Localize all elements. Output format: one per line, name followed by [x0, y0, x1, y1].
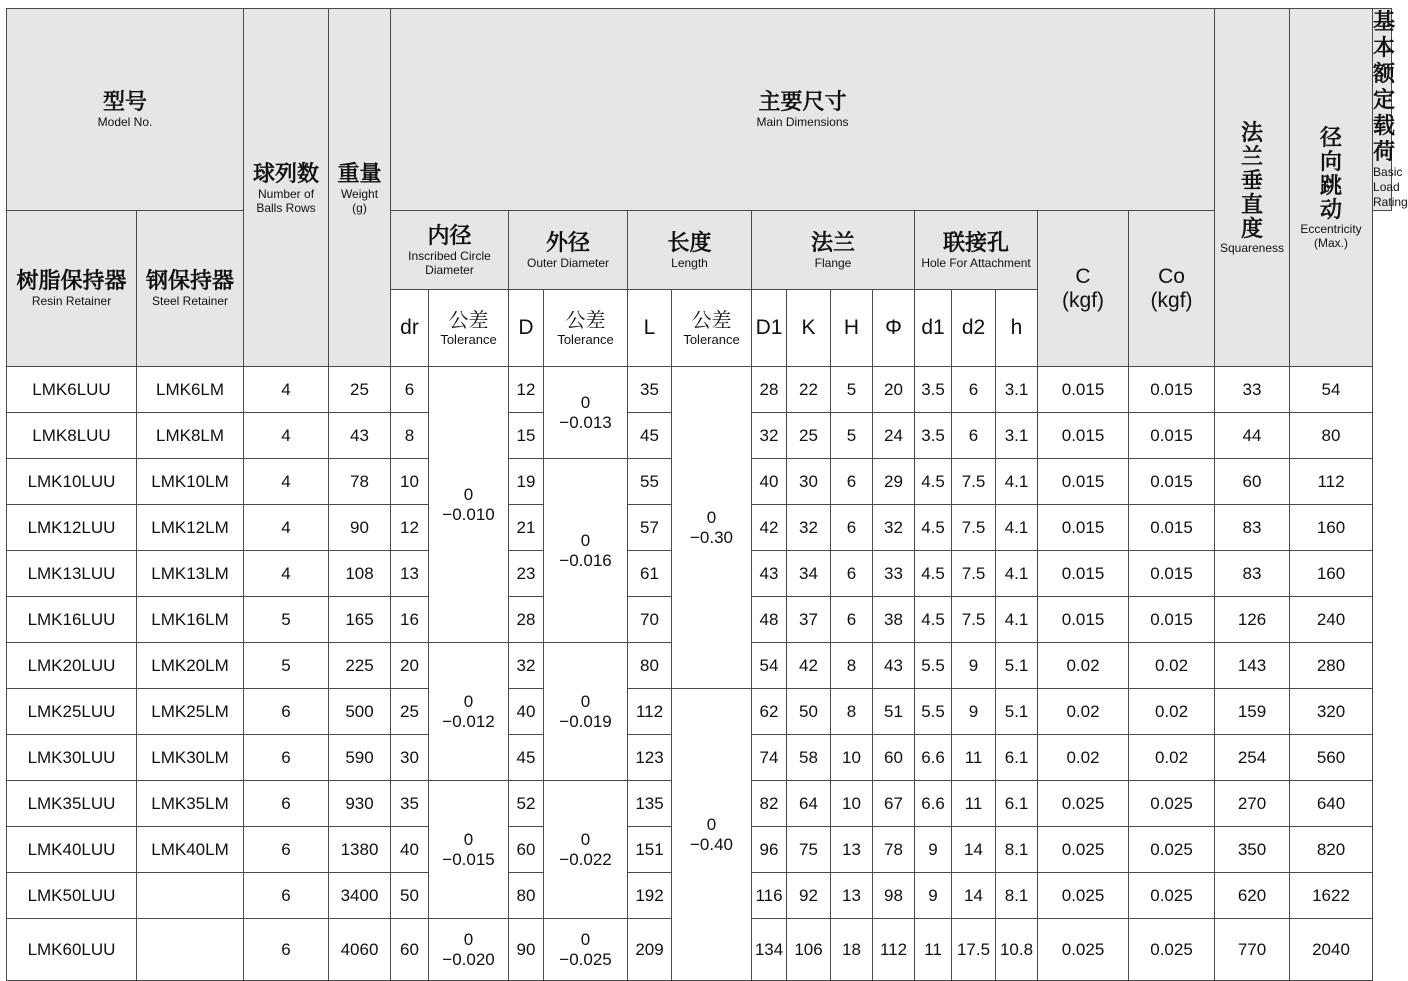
cell-c: 83 [1215, 551, 1290, 597]
cell-phi: 98 [873, 873, 915, 919]
cell-squareness: 0.02 [1038, 735, 1129, 781]
cell-dr: 8 [391, 413, 429, 459]
cell-c: 620 [1215, 873, 1290, 919]
cell-squareness: 0.015 [1038, 459, 1129, 505]
cell-D: 80 [509, 873, 544, 919]
header-d2: d2 [952, 290, 996, 367]
cell-D1: 82 [752, 781, 787, 827]
header-D: D [509, 290, 544, 367]
cell-resin: LMK60LUU [7, 919, 137, 981]
cell-D1: 74 [752, 735, 787, 781]
cell-eccentricity: 0.015 [1129, 413, 1215, 459]
cell-c: 83 [1215, 505, 1290, 551]
cell-balls: 6 [244, 873, 329, 919]
cell-h: 4.1 [996, 505, 1038, 551]
cell-D: 32 [509, 643, 544, 689]
cell-d1: 9 [915, 827, 952, 873]
cell-resin: LMK6LUU [7, 367, 137, 413]
cell-balls: 4 [244, 459, 329, 505]
cell-h: 4.1 [996, 597, 1038, 643]
cell-h: 6.1 [996, 781, 1038, 827]
cell-weight: 78 [329, 459, 391, 505]
cell-squareness: 0.015 [1038, 367, 1129, 413]
cell-H: 6 [831, 551, 873, 597]
cell-L: 80 [628, 643, 672, 689]
cell-phi: 24 [873, 413, 915, 459]
cell-D1: 43 [752, 551, 787, 597]
cell-outer-tolerance: 0 −0.019 [544, 643, 628, 781]
cell-K: 106 [787, 919, 831, 981]
cell-K: 32 [787, 505, 831, 551]
header-K: K [787, 290, 831, 367]
cell-balls: 5 [244, 643, 329, 689]
cell-balls: 6 [244, 735, 329, 781]
cell-D: 21 [509, 505, 544, 551]
cell-D: 40 [509, 689, 544, 735]
cell-balls: 6 [244, 689, 329, 735]
cell-c: 270 [1215, 781, 1290, 827]
cell-d2: 6 [952, 367, 996, 413]
cell-K: 30 [787, 459, 831, 505]
cell-D: 90 [509, 919, 544, 981]
cell-balls: 6 [244, 919, 329, 981]
table-row [7, 689, 1392, 735]
cell-L: 151 [628, 827, 672, 873]
cell-c: 143 [1215, 643, 1290, 689]
cell-d2: 14 [952, 827, 996, 873]
cell-H: 6 [831, 459, 873, 505]
header-length-tolerance: 公差 Tolerance [672, 290, 752, 367]
cell-weight: 108 [329, 551, 391, 597]
cell-D: 28 [509, 597, 544, 643]
header-phi: Φ [873, 290, 915, 367]
cell-eccentricity: 0.015 [1129, 505, 1215, 551]
cell-weight: 25 [329, 367, 391, 413]
cell-outer-tolerance: 0 −0.022 [544, 781, 628, 919]
cell-co: 80 [1290, 413, 1373, 459]
cell-c: 254 [1215, 735, 1290, 781]
header-dr: dr [391, 290, 429, 367]
cell-weight: 1380 [329, 827, 391, 873]
cell-H: 8 [831, 689, 873, 735]
cell-dr: 12 [391, 505, 429, 551]
cell-K: 64 [787, 781, 831, 827]
cell-h: 4.1 [996, 551, 1038, 597]
cell-K: 42 [787, 643, 831, 689]
cell-squareness: 0.025 [1038, 873, 1129, 919]
cell-d2: 7.5 [952, 459, 996, 505]
cell-d2: 9 [952, 643, 996, 689]
cell-steel: LMK20LM [137, 643, 244, 689]
cell-squareness: 0.025 [1038, 827, 1129, 873]
cell-co: 160 [1290, 551, 1373, 597]
cell-squareness: 0.02 [1038, 643, 1129, 689]
cell-D: 60 [509, 827, 544, 873]
cell-L: 57 [628, 505, 672, 551]
cell-dr: 13 [391, 551, 429, 597]
cell-phi: 20 [873, 367, 915, 413]
cell-D: 45 [509, 735, 544, 781]
cell-d1: 3.5 [915, 367, 952, 413]
cell-D1: 96 [752, 827, 787, 873]
header-hole: 联接孔 Hole For Attachment [915, 211, 1038, 290]
cell-d1: 5.5 [915, 643, 952, 689]
cell-resin: LMK10LUU [7, 459, 137, 505]
cell-L: 35 [628, 367, 672, 413]
cell-H: 6 [831, 597, 873, 643]
cell-D1: 32 [752, 413, 787, 459]
table-row [7, 367, 1392, 413]
cell-resin: LMK30LUU [7, 735, 137, 781]
cell-co: 240 [1290, 597, 1373, 643]
cell-length-tolerance: 0 −0.40 [672, 689, 752, 981]
cell-squareness: 0.02 [1038, 689, 1129, 735]
cell-d2: 11 [952, 781, 996, 827]
cell-squareness: 0.015 [1038, 597, 1129, 643]
cell-K: 92 [787, 873, 831, 919]
cell-weight: 225 [329, 643, 391, 689]
cell-steel: LMK25LM [137, 689, 244, 735]
cell-H: 5 [831, 413, 873, 459]
cell-inner-tolerance: 0 −0.015 [429, 781, 509, 919]
cell-weight: 3400 [329, 873, 391, 919]
cell-phi: 78 [873, 827, 915, 873]
cell-dr: 30 [391, 735, 429, 781]
cell-H: 13 [831, 827, 873, 873]
cell-steel: LMK40LM [137, 827, 244, 873]
cell-balls: 4 [244, 367, 329, 413]
header-inner-tolerance: 公差 Tolerance [429, 290, 509, 367]
header-resin: 树脂保持器 Resin Retainer [7, 211, 137, 367]
cell-phi: 60 [873, 735, 915, 781]
cell-outer-tolerance: 0 −0.013 [544, 367, 628, 459]
cell-H: 6 [831, 505, 873, 551]
cell-resin: LMK35LUU [7, 781, 137, 827]
cell-resin: LMK20LUU [7, 643, 137, 689]
cell-phi: 51 [873, 689, 915, 735]
cell-eccentricity: 0.015 [1129, 597, 1215, 643]
cell-H: 18 [831, 919, 873, 981]
cell-squareness: 0.015 [1038, 551, 1129, 597]
cell-D1: 116 [752, 873, 787, 919]
cell-weight: 90 [329, 505, 391, 551]
cell-D: 19 [509, 459, 544, 505]
cell-phi: 32 [873, 505, 915, 551]
cell-steel: LMK6LM [137, 367, 244, 413]
header-weight: 重量 Weight (g) [329, 9, 391, 367]
cell-steel: LMK12LM [137, 505, 244, 551]
header-eccentricity: 径向跳动 Eccentricity (Max.) [1290, 9, 1373, 367]
cell-D: 23 [509, 551, 544, 597]
cell-co: 160 [1290, 505, 1373, 551]
cell-c: 770 [1215, 919, 1290, 981]
cell-length-tolerance: 0 −0.30 [672, 367, 752, 689]
cell-dr: 20 [391, 643, 429, 689]
cell-c: 126 [1215, 597, 1290, 643]
cell-eccentricity: 0.02 [1129, 643, 1215, 689]
header-H: H [831, 290, 873, 367]
header-balls: 球列数 Number of Balls Rows [244, 9, 329, 367]
cell-inner-tolerance: 0 −0.020 [429, 919, 509, 981]
cell-h: 4.1 [996, 459, 1038, 505]
cell-steel: LMK30LM [137, 735, 244, 781]
cell-inner-tolerance: 0 −0.010 [429, 367, 509, 643]
cell-co: 560 [1290, 735, 1373, 781]
cell-co: 1622 [1290, 873, 1373, 919]
cell-steel: LMK16LM [137, 597, 244, 643]
cell-eccentricity: 0.025 [1129, 919, 1215, 981]
cell-d2: 14 [952, 873, 996, 919]
cell-steel: LMK35LM [137, 781, 244, 827]
cell-d2: 11 [952, 735, 996, 781]
cell-resin: LMK40LUU [7, 827, 137, 873]
cell-resin: LMK16LUU [7, 597, 137, 643]
cell-d2: 7.5 [952, 551, 996, 597]
header-main-dimensions: 主要尺寸 Main Dimensions [391, 9, 1215, 211]
cell-balls: 4 [244, 505, 329, 551]
cell-c: 350 [1215, 827, 1290, 873]
cell-h: 8.1 [996, 827, 1038, 873]
cell-resin: LMK13LUU [7, 551, 137, 597]
cell-D1: 54 [752, 643, 787, 689]
cell-K: 37 [787, 597, 831, 643]
cell-balls: 4 [244, 551, 329, 597]
cell-L: 61 [628, 551, 672, 597]
cell-dr: 25 [391, 689, 429, 735]
cell-d2: 7.5 [952, 505, 996, 551]
cell-d1: 4.5 [915, 505, 952, 551]
cell-d2: 17.5 [952, 919, 996, 981]
cell-balls: 6 [244, 781, 329, 827]
cell-D1: 48 [752, 597, 787, 643]
cell-dr: 16 [391, 597, 429, 643]
header-length: 长度 Length [628, 211, 752, 290]
cell-eccentricity: 0.015 [1129, 459, 1215, 505]
cell-weight: 590 [329, 735, 391, 781]
cell-squareness: 0.015 [1038, 505, 1129, 551]
cell-L: 123 [628, 735, 672, 781]
cell-d1: 3.5 [915, 413, 952, 459]
header-outer-tolerance: 公差 Tolerance [544, 290, 628, 367]
cell-dr: 10 [391, 459, 429, 505]
cell-D1: 28 [752, 367, 787, 413]
cell-D1: 40 [752, 459, 787, 505]
header-d1: d1 [915, 290, 952, 367]
cell-phi: 43 [873, 643, 915, 689]
cell-phi: 112 [873, 919, 915, 981]
cell-L: 70 [628, 597, 672, 643]
cell-H: 8 [831, 643, 873, 689]
cell-d2: 6 [952, 413, 996, 459]
cell-D: 52 [509, 781, 544, 827]
cell-L: 209 [628, 919, 672, 981]
cell-steel: LMK8LM [137, 413, 244, 459]
cell-eccentricity: 0.015 [1129, 551, 1215, 597]
cell-balls: 4 [244, 413, 329, 459]
cell-h: 5.1 [996, 643, 1038, 689]
cell-resin: LMK50LUU [7, 873, 137, 919]
cell-h: 3.1 [996, 367, 1038, 413]
header-flange: 法兰 Flange [752, 211, 915, 290]
cell-K: 58 [787, 735, 831, 781]
cell-L: 55 [628, 459, 672, 505]
cell-steel: LMK10LM [137, 459, 244, 505]
cell-balls: 6 [244, 827, 329, 873]
cell-co: 280 [1290, 643, 1373, 689]
cell-weight: 500 [329, 689, 391, 735]
header-model: 型号 Model No. [7, 9, 244, 211]
header-h: h [996, 290, 1038, 367]
cell-d1: 9 [915, 873, 952, 919]
cell-L: 192 [628, 873, 672, 919]
header-L: L [628, 290, 672, 367]
cell-c: 33 [1215, 367, 1290, 413]
cell-h: 8.1 [996, 873, 1038, 919]
cell-weight: 165 [329, 597, 391, 643]
cell-dr: 35 [391, 781, 429, 827]
cell-c: 60 [1215, 459, 1290, 505]
cell-L: 135 [628, 781, 672, 827]
cell-d2: 7.5 [952, 597, 996, 643]
cell-H: 13 [831, 873, 873, 919]
cell-d1: 4.5 [915, 459, 952, 505]
cell-eccentricity: 0.025 [1129, 827, 1215, 873]
cell-d1: 4.5 [915, 551, 952, 597]
cell-eccentricity: 0.015 [1129, 367, 1215, 413]
spec-table [6, 8, 1408, 981]
cell-eccentricity: 0.025 [1129, 781, 1215, 827]
header-c: C (kgf) [1038, 211, 1129, 367]
cell-dr: 60 [391, 919, 429, 981]
cell-D1: 134 [752, 919, 787, 981]
cell-H: 10 [831, 735, 873, 781]
cell-phi: 67 [873, 781, 915, 827]
cell-co: 320 [1290, 689, 1373, 735]
cell-d1: 5.5 [915, 689, 952, 735]
cell-K: 22 [787, 367, 831, 413]
cell-dr: 40 [391, 827, 429, 873]
cell-h: 6.1 [996, 735, 1038, 781]
cell-c: 159 [1215, 689, 1290, 735]
cell-steel [137, 919, 244, 981]
cell-dr: 50 [391, 873, 429, 919]
cell-D1: 42 [752, 505, 787, 551]
cell-phi: 29 [873, 459, 915, 505]
cell-co: 640 [1290, 781, 1373, 827]
cell-d1: 6.6 [915, 781, 952, 827]
header-steel: 钢保持器 Steel Retainer [137, 211, 244, 367]
cell-steel [137, 873, 244, 919]
cell-K: 25 [787, 413, 831, 459]
cell-resin: LMK12LUU [7, 505, 137, 551]
cell-weight: 4060 [329, 919, 391, 981]
cell-h: 3.1 [996, 413, 1038, 459]
cell-steel: LMK13LM [137, 551, 244, 597]
header-load-rating: 基本额定载荷 Basic Load Rating [1373, 9, 1408, 209]
cell-co: 112 [1290, 459, 1373, 505]
cell-d1: 6.6 [915, 735, 952, 781]
cell-co: 820 [1290, 827, 1373, 873]
cell-c: 44 [1215, 413, 1290, 459]
cell-D1: 62 [752, 689, 787, 735]
cell-H: 10 [831, 781, 873, 827]
cell-H: 5 [831, 367, 873, 413]
cell-squareness: 0.015 [1038, 413, 1129, 459]
cell-phi: 38 [873, 597, 915, 643]
cell-co: 54 [1290, 367, 1373, 413]
cell-resin: LMK8LUU [7, 413, 137, 459]
cell-L: 45 [628, 413, 672, 459]
cell-h: 10.8 [996, 919, 1038, 981]
cell-D: 12 [509, 367, 544, 413]
cell-L: 112 [628, 689, 672, 735]
cell-h: 5.1 [996, 689, 1038, 735]
cell-outer-tolerance: 0 −0.025 [544, 919, 628, 981]
cell-weight: 43 [329, 413, 391, 459]
header-squareness: 法兰垂直度 Squareness [1215, 9, 1290, 367]
cell-squareness: 0.025 [1038, 919, 1129, 981]
cell-balls: 5 [244, 597, 329, 643]
cell-K: 34 [787, 551, 831, 597]
cell-K: 75 [787, 827, 831, 873]
cell-d1: 11 [915, 919, 952, 981]
cell-d1: 4.5 [915, 597, 952, 643]
cell-eccentricity: 0.02 [1129, 689, 1215, 735]
cell-weight: 930 [329, 781, 391, 827]
cell-d2: 9 [952, 689, 996, 735]
header-outer: 外径 Outer Diameter [509, 211, 628, 290]
cell-squareness: 0.025 [1038, 781, 1129, 827]
header-co: Co (kgf) [1129, 211, 1215, 367]
cell-co: 2040 [1290, 919, 1373, 981]
cell-eccentricity: 0.025 [1129, 873, 1215, 919]
cell-resin: LMK25LUU [7, 689, 137, 735]
header-inner: 内径 Inscribed Circle Diameter [391, 211, 509, 290]
cell-inner-tolerance: 0 −0.012 [429, 643, 509, 781]
cell-phi: 33 [873, 551, 915, 597]
cell-dr: 6 [391, 367, 429, 413]
header-D1: D1 [752, 290, 787, 367]
cell-D: 15 [509, 413, 544, 459]
cell-eccentricity: 0.02 [1129, 735, 1215, 781]
cell-outer-tolerance: 0 −0.016 [544, 459, 628, 643]
cell-K: 50 [787, 689, 831, 735]
